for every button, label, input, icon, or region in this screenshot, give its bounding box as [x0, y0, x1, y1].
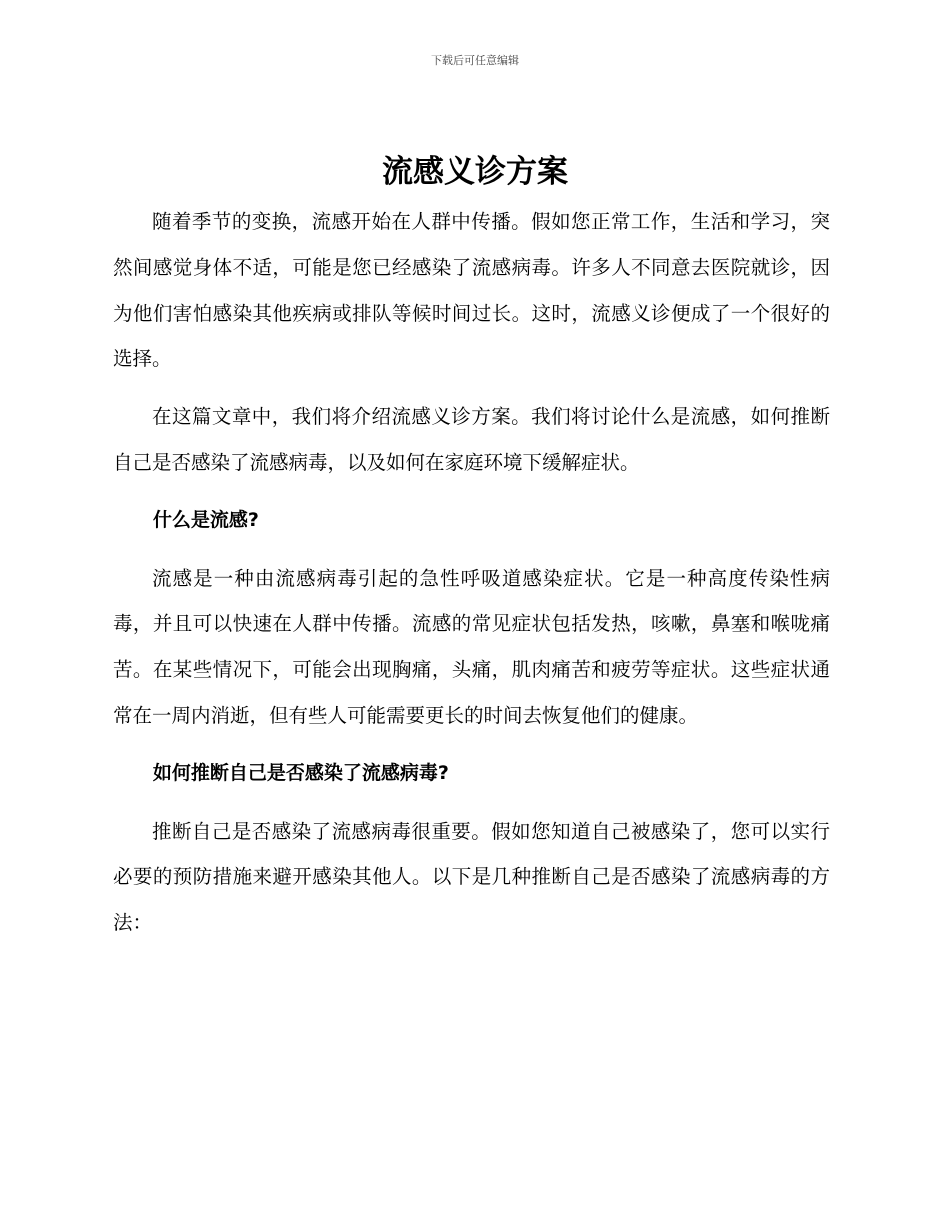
section-heading-self-check: 如何推断自己是否感染了流感病毒?: [152, 761, 449, 784]
paragraph-intro: 随着季节的变换，流感开始在人群中传播。假如您正常工作，生活和学习，突然间感觉身体不适，可能是您已经感染了流感病毒。许多人不同意去医院就诊，因为他们害怕感染其他疾病或排队等候时间过长。这时，流感义诊便成了一个很好的选择。: [113, 210, 830, 371]
document-title: 流感义诊方案: [382, 154, 568, 190]
paragraph-flu-definition: 流感是一种由流感病毒引起的急性呼吸道感染症状。它是一种高度传染性病毒，并且可以快速在人群中传播。流感的常见症状包括发热，咳嗽，鼻塞和喉咙痛苦。在某些情况下，可能会出现胸痛，头痛，肌肉痛苦和疲劳等症状。这些症状通常在一周内消逝，但有些人可能需要更长的时间去恢复他们的健康。: [113, 566, 830, 727]
paragraph-self-check: 推断自己是否感染了流感病毒很重要。假如您知道自己被感染了，您可以实行必要的预防措施来避开感染其他人。以下是几种推断自己是否感染了流感病毒的方法：: [113, 819, 830, 935]
section-heading-what-is-flu: 什么是流感?: [152, 508, 259, 531]
header-note: 下载后可任意编辑: [431, 54, 519, 67]
paragraph-overview: 在这篇文章中，我们将介绍流感义诊方案。我们将讨论什么是流感，如何推断自己是否感染了流感病毒，以及如何在家庭环境下缓解症状。: [113, 405, 830, 474]
document-body: [113, 199, 830, 946]
